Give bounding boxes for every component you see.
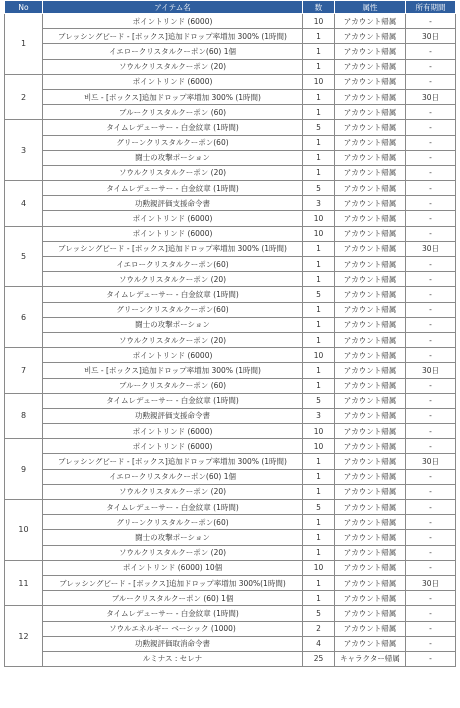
- item-name-cell: 闘士の攻撃ポーション: [43, 317, 303, 332]
- table-row: [5, 44, 456, 59]
- period-cell: -: [406, 211, 456, 226]
- quantity-cell: 1: [303, 591, 335, 606]
- item-name-cell: ルミナス : セレナ: [43, 651, 303, 666]
- period-cell: -: [406, 135, 456, 150]
- item-name-cell: ブレッシングビード - [ボックス]追加ドロップ率増加 300% (1時間): [43, 241, 303, 256]
- quantity-cell: 25: [303, 651, 335, 666]
- attribute-cell: アカウント帰属: [335, 59, 406, 74]
- table-row: [5, 424, 456, 439]
- attribute-cell: アカウント帰属: [335, 89, 406, 104]
- table-row: [5, 14, 456, 29]
- header-period: 所有期間: [406, 1, 456, 14]
- group-number-cell: 4: [5, 181, 43, 227]
- table-row: [5, 651, 456, 666]
- item-name-cell: 비드 - [ボックス]追加ドロップ率増加 300% (1時間): [43, 89, 303, 104]
- attribute-cell: アカウント帰属: [335, 44, 406, 59]
- table-row: [5, 74, 456, 89]
- attribute-cell: アカウント帰属: [335, 408, 406, 423]
- header-row: [5, 1, 456, 14]
- period-cell: -: [406, 651, 456, 666]
- period-cell: -: [406, 393, 456, 408]
- period-cell: -: [406, 14, 456, 29]
- period-cell: -: [406, 530, 456, 545]
- quantity-cell: 5: [303, 287, 335, 302]
- group-number-cell: 11: [5, 560, 43, 606]
- item-name-cell: ポイントリンド (6000): [43, 14, 303, 29]
- period-cell: -: [406, 181, 456, 196]
- item-name-cell: ソウルエネルギー ベーシック (1000): [43, 621, 303, 636]
- item-name-cell: ポイントリンド (6000) 10個: [43, 560, 303, 575]
- period-cell: -: [406, 439, 456, 454]
- attribute-cell: アカウント帰属: [335, 302, 406, 317]
- period-cell: -: [406, 257, 456, 272]
- quantity-cell: 1: [303, 302, 335, 317]
- quantity-cell: 1: [303, 484, 335, 499]
- item-name-cell: ブレッシングビード - [ボックス]追加ドロップ率増加 300% (1時間): [43, 454, 303, 469]
- period-cell: -: [406, 74, 456, 89]
- attribute-cell: アカウント帰属: [335, 378, 406, 393]
- item-name-cell: ポイントリンド (6000): [43, 211, 303, 226]
- attribute-cell: アカウント帰属: [335, 439, 406, 454]
- item-name-cell: タイムレデューサー - 白金紋章 (1時間): [43, 181, 303, 196]
- item-name-cell: 功勲親評価取消命令書: [43, 636, 303, 651]
- period-cell: -: [406, 105, 456, 120]
- quantity-cell: 1: [303, 257, 335, 272]
- attribute-cell: アカウント帰属: [335, 363, 406, 378]
- item-name-cell: グリーンクリスタルクーポン(60): [43, 515, 303, 530]
- quantity-cell: 1: [303, 105, 335, 120]
- period-cell: 30日: [406, 454, 456, 469]
- item-name-cell: タイムレデューサー - 白金紋章 (1時間): [43, 500, 303, 515]
- attribute-cell: アカウント帰属: [335, 150, 406, 165]
- period-cell: 30日: [406, 89, 456, 104]
- item-name-cell: ソウルクリスタルクーポン (20): [43, 332, 303, 347]
- item-name-cell: ブルークリスタルクーポン (60): [43, 378, 303, 393]
- quantity-cell: 10: [303, 348, 335, 363]
- quantity-cell: 1: [303, 530, 335, 545]
- quantity-cell: 1: [303, 575, 335, 590]
- period-cell: -: [406, 606, 456, 621]
- item-name-cell: ポイントリンド (6000): [43, 348, 303, 363]
- quantity-cell: 1: [303, 469, 335, 484]
- table-row: [5, 211, 456, 226]
- table-row: [5, 621, 456, 636]
- group-number-cell: 10: [5, 500, 43, 561]
- attribute-cell: アカウント帰属: [335, 424, 406, 439]
- period-cell: -: [406, 332, 456, 347]
- period-cell: -: [406, 59, 456, 74]
- table-row: [5, 150, 456, 165]
- quantity-cell: 10: [303, 226, 335, 241]
- quantity-cell: 1: [303, 59, 335, 74]
- period-cell: -: [406, 636, 456, 651]
- table-row: [5, 363, 456, 378]
- table-row: [5, 181, 456, 196]
- attribute-cell: アカウント帰属: [335, 606, 406, 621]
- attribute-cell: アカウント帰属: [335, 317, 406, 332]
- period-cell: 30日: [406, 575, 456, 590]
- group-number-cell: 12: [5, 606, 43, 667]
- group-number-cell: 7: [5, 348, 43, 394]
- table-row: [5, 165, 456, 180]
- quantity-cell: 1: [303, 454, 335, 469]
- period-cell: -: [406, 226, 456, 241]
- quantity-cell: 10: [303, 424, 335, 439]
- item-name-cell: ソウルクリスタルクーポン (20): [43, 545, 303, 560]
- attribute-cell: アカウント帰属: [335, 257, 406, 272]
- period-cell: -: [406, 287, 456, 302]
- quantity-cell: 1: [303, 135, 335, 150]
- table-row: [5, 500, 456, 515]
- attribute-cell: アカウント帰属: [335, 454, 406, 469]
- quantity-cell: 5: [303, 393, 335, 408]
- table-row: [5, 29, 456, 44]
- item-name-cell: 功勲親評価支援命令書: [43, 408, 303, 423]
- quantity-cell: 10: [303, 560, 335, 575]
- quantity-cell: 10: [303, 211, 335, 226]
- period-cell: -: [406, 44, 456, 59]
- attribute-cell: アカウント帰属: [335, 591, 406, 606]
- attribute-cell: アカウント帰属: [335, 241, 406, 256]
- period-cell: 30日: [406, 363, 456, 378]
- period-cell: 30日: [406, 29, 456, 44]
- attribute-cell: アカウント帰属: [335, 272, 406, 287]
- item-name-cell: グリーンクリスタルクーポン(60): [43, 302, 303, 317]
- item-name-cell: 功勲親評価支援命令書: [43, 196, 303, 211]
- item-name-cell: ブレッシングビード - [ボックス]追加ドロップ率増加 300% (1時間): [43, 29, 303, 44]
- table-row: [5, 332, 456, 347]
- quantity-cell: 1: [303, 332, 335, 347]
- attribute-cell: アカウント帰属: [335, 181, 406, 196]
- table-row: [5, 560, 456, 575]
- attribute-cell: アカウント帰属: [335, 135, 406, 150]
- table-row: [5, 226, 456, 241]
- quantity-cell: 5: [303, 606, 335, 621]
- quantity-cell: 1: [303, 545, 335, 560]
- attribute-cell: キャラクター帰属: [335, 651, 406, 666]
- item-name-cell: 闘士の攻撃ポーション: [43, 530, 303, 545]
- quantity-cell: 10: [303, 439, 335, 454]
- table-row: [5, 378, 456, 393]
- group-number-cell: 6: [5, 287, 43, 348]
- attribute-cell: アカウント帰属: [335, 226, 406, 241]
- group-number-cell: 9: [5, 439, 43, 500]
- reward-table: [4, 0, 456, 667]
- attribute-cell: アカウント帰属: [335, 575, 406, 590]
- item-name-cell: ブレッシングビード - [ボックス]追加ドロップ率増加 300%(1時間): [43, 575, 303, 590]
- item-name-cell: ポイントリンド (6000): [43, 226, 303, 241]
- item-name-cell: 비드 - [ボックス]追加ドロップ率増加 300% (1時間): [43, 363, 303, 378]
- quantity-cell: 1: [303, 241, 335, 256]
- item-name-cell: タイムレデューサー - 白金紋章 (1時間): [43, 606, 303, 621]
- table-row: [5, 408, 456, 423]
- quantity-cell: 1: [303, 378, 335, 393]
- period-cell: 30日: [406, 241, 456, 256]
- item-name-cell: ソウルクリスタルクーポン (20): [43, 484, 303, 499]
- item-name-cell: イエロークリスタルクーポン(60) 1個: [43, 469, 303, 484]
- quantity-cell: 1: [303, 165, 335, 180]
- period-cell: -: [406, 545, 456, 560]
- item-name-cell: ポイントリンド (6000): [43, 424, 303, 439]
- attribute-cell: アカウント帰属: [335, 500, 406, 515]
- item-name-cell: ポイントリンド (6000): [43, 439, 303, 454]
- item-name-cell: ソウルクリスタルクーポン (20): [43, 59, 303, 74]
- table-row: [5, 591, 456, 606]
- quantity-cell: 5: [303, 181, 335, 196]
- period-cell: -: [406, 469, 456, 484]
- quantity-cell: 1: [303, 29, 335, 44]
- group-number-cell: 8: [5, 393, 43, 439]
- item-name-cell: イエロークリスタルクーポン(60) 1個: [43, 44, 303, 59]
- table-row: [5, 272, 456, 287]
- attribute-cell: アカウント帰属: [335, 105, 406, 120]
- table-row: [5, 105, 456, 120]
- table-row: [5, 393, 456, 408]
- period-cell: -: [406, 500, 456, 515]
- attribute-cell: アカウント帰属: [335, 530, 406, 545]
- quantity-cell: 4: [303, 636, 335, 651]
- period-cell: -: [406, 408, 456, 423]
- quantity-cell: 3: [303, 408, 335, 423]
- header-quantity: 数: [303, 1, 335, 14]
- attribute-cell: アカウント帰属: [335, 484, 406, 499]
- quantity-cell: 1: [303, 272, 335, 287]
- quantity-cell: 1: [303, 89, 335, 104]
- table-row: [5, 348, 456, 363]
- item-name-cell: イエロークリスタルクーポン(60): [43, 257, 303, 272]
- table-row: [5, 575, 456, 590]
- period-cell: -: [406, 378, 456, 393]
- item-name-cell: タイムレデューサー - 白金紋章 (1時間): [43, 287, 303, 302]
- period-cell: -: [406, 591, 456, 606]
- item-name-cell: ソウルクリスタルクーポン (20): [43, 165, 303, 180]
- group-number-cell: 1: [5, 14, 43, 75]
- table-row: [5, 120, 456, 135]
- period-cell: -: [406, 515, 456, 530]
- attribute-cell: アカウント帰属: [335, 515, 406, 530]
- period-cell: -: [406, 165, 456, 180]
- table-row: [5, 59, 456, 74]
- period-cell: -: [406, 424, 456, 439]
- table-row: [5, 196, 456, 211]
- group-number-cell: 3: [5, 120, 43, 181]
- item-name-cell: ポイントリンド (6000): [43, 74, 303, 89]
- quantity-cell: 1: [303, 317, 335, 332]
- table-row: [5, 89, 456, 104]
- attribute-cell: アカウント帰属: [335, 636, 406, 651]
- item-name-cell: グリーンクリスタルクーポン(60): [43, 135, 303, 150]
- quantity-cell: 10: [303, 74, 335, 89]
- reward-table-container: [4, 0, 456, 667]
- table-row: [5, 545, 456, 560]
- table-row: [5, 257, 456, 272]
- table-row: [5, 484, 456, 499]
- quantity-cell: 10: [303, 14, 335, 29]
- quantity-cell: 5: [303, 500, 335, 515]
- attribute-cell: アカウント帰属: [335, 393, 406, 408]
- table-row: [5, 636, 456, 651]
- table-row: [5, 317, 456, 332]
- item-name-cell: 闘士の攻撃ポーション: [43, 150, 303, 165]
- quantity-cell: 1: [303, 44, 335, 59]
- attribute-cell: アカウント帰属: [335, 469, 406, 484]
- header-item-name: アイテム名: [43, 1, 303, 14]
- quantity-cell: 2: [303, 621, 335, 636]
- table-row: [5, 135, 456, 150]
- item-name-cell: タイムレデューサー - 白金紋章 (1時間): [43, 393, 303, 408]
- item-name-cell: タイムレデューサー - 白金紋章 (1時間): [43, 120, 303, 135]
- group-number-cell: 5: [5, 226, 43, 287]
- quantity-cell: 5: [303, 120, 335, 135]
- table-row: [5, 439, 456, 454]
- period-cell: -: [406, 348, 456, 363]
- table-row: [5, 241, 456, 256]
- quantity-cell: 1: [303, 515, 335, 530]
- period-cell: -: [406, 196, 456, 211]
- table-body: [5, 14, 456, 667]
- attribute-cell: アカウント帰属: [335, 165, 406, 180]
- attribute-cell: アカウント帰属: [335, 621, 406, 636]
- period-cell: -: [406, 150, 456, 165]
- quantity-cell: 1: [303, 363, 335, 378]
- attribute-cell: アカウント帰属: [335, 14, 406, 29]
- quantity-cell: 1: [303, 150, 335, 165]
- period-cell: -: [406, 621, 456, 636]
- header-attribute: 属性: [335, 1, 406, 14]
- period-cell: -: [406, 302, 456, 317]
- attribute-cell: アカウント帰属: [335, 560, 406, 575]
- attribute-cell: アカウント帰属: [335, 348, 406, 363]
- header-no: No: [5, 1, 43, 14]
- attribute-cell: アカウント帰属: [335, 287, 406, 302]
- period-cell: -: [406, 484, 456, 499]
- attribute-cell: アカウント帰属: [335, 29, 406, 44]
- period-cell: -: [406, 120, 456, 135]
- table-row: [5, 515, 456, 530]
- quantity-cell: 3: [303, 196, 335, 211]
- attribute-cell: アカウント帰属: [335, 196, 406, 211]
- table-row: [5, 469, 456, 484]
- item-name-cell: ブルークリスタルクーポン (60): [43, 105, 303, 120]
- attribute-cell: アカウント帰属: [335, 74, 406, 89]
- table-row: [5, 606, 456, 621]
- attribute-cell: アカウント帰属: [335, 120, 406, 135]
- attribute-cell: アカウント帰属: [335, 545, 406, 560]
- period-cell: -: [406, 272, 456, 287]
- table-row: [5, 287, 456, 302]
- period-cell: -: [406, 317, 456, 332]
- group-number-cell: 2: [5, 74, 43, 120]
- item-name-cell: ブルークリスタルクーポン (60) 1個: [43, 591, 303, 606]
- table-row: [5, 302, 456, 317]
- attribute-cell: アカウント帰属: [335, 332, 406, 347]
- period-cell: -: [406, 560, 456, 575]
- attribute-cell: アカウント帰属: [335, 211, 406, 226]
- item-name-cell: ソウルクリスタルクーポン (20): [43, 272, 303, 287]
- table-row: [5, 454, 456, 469]
- table-row: [5, 530, 456, 545]
